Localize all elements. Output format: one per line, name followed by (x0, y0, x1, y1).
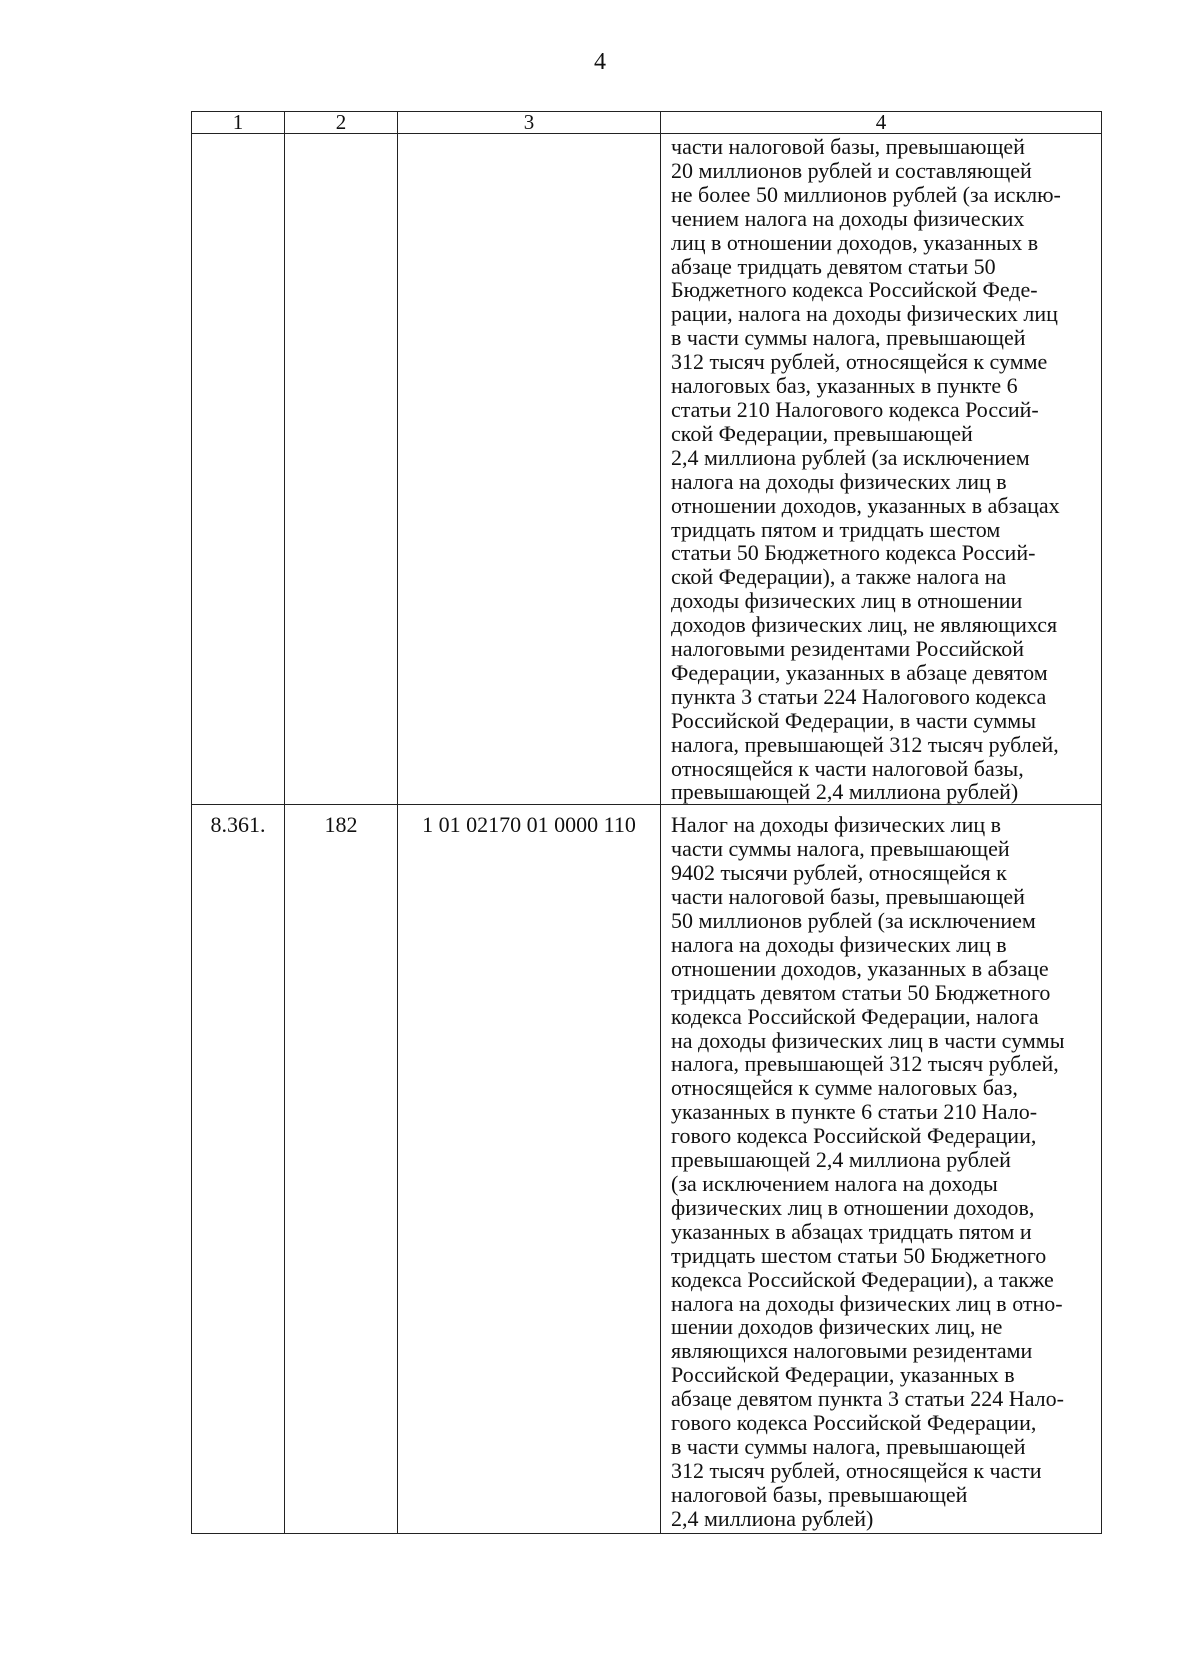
budget-classification-table (191, 111, 1102, 1534)
column-header-2: 2 (285, 112, 398, 134)
column-header-3: 3 (398, 112, 661, 134)
table-row-8-361 (192, 805, 1102, 1533)
admin-code-cell (285, 134, 398, 805)
description-cell: части налоговой базы, превышающей 20 миллионов рублей и составляющей не более 50 миллионов рублей (за исклю- чением налога на доходы физических лиц в отношении доходов, указанных в абзаце тридцать девятом статьи 50 Бюджетного кодекса Российской Феде- рации, налога на доходы физических лиц в части суммы налога, превышающей 312 тысяч рублей, относящейся к сумме налоговых баз, указанных в пункте 6 статьи 210 Налогового кодекса Россий- ской Федерации, превышающей 2,4 миллиона рублей (за исключением налога на доходы физических лиц в отношении доходов, указанных в абзацах тридцать пятом и тридцать шестом статьи 50 Бюджетного кодекса Россий- ской Федерации), а также налога на доходы физических лиц в отношении доходов физических лиц, не являющихся налоговыми резидентами Российской Федерации, указанных в абзаце девятом пункта 3 статьи 224 Налогового кодекса Российской Федерации, в части суммы налога, превышающей 312 тысяч рублей, относящейся к части налоговой базы, превышающей 2,4 миллиона рублей) (661, 134, 1102, 805)
row-number-cell: 8.361. (192, 805, 285, 1533)
table-header-row (192, 112, 1102, 134)
description-cell: Налог на доходы физических лиц в части суммы налога, превышающей 9402 тысячи рублей, относящейся к части налоговой базы, превышающей 50 миллионов рублей (за исключением налога на доходы физических лиц в отношении доходов, указанных в абзаце тридцать девятом статьи 50 Бюджетного кодекса Российской Федерации, налога на доходы физических лиц в части суммы налога, превышающей 312 тысяч рублей, относящейся к сумме налоговых баз, указанных в пункте 6 статьи 210 Нало- гового кодекса Российской Федерации, превышающей 2,4 миллиона рублей (за исключением налога на доходы физических лиц в отношении доходов, указанных в абзацах тридцать пятом и тридцать шестом статьи 50 Бюджетного кодекса Российской Федерации), а также налога на доходы физических лиц в отно- шении доходов физических лиц, не являющихся налоговыми резидентами Российской Федерации, указанных в абзаце девятом пункта 3 статьи 224 Нало- гового кодекса Российской Федерации, в части суммы налога, превышающей 312 тысяч рублей, относящейся к части налоговой базы, превышающей 2,4 миллиона рублей) (661, 805, 1102, 1533)
row-number-cell (192, 134, 285, 805)
column-header-4: 4 (661, 112, 1102, 134)
kbk-code-cell (398, 134, 661, 805)
column-header-1: 1 (192, 112, 285, 134)
table-row-continuation (192, 134, 1102, 805)
admin-code-cell: 182 (285, 805, 398, 1533)
page-number: 4 (594, 49, 606, 75)
kbk-code-cell: 1 01 02170 01 0000 110 (398, 805, 661, 1533)
